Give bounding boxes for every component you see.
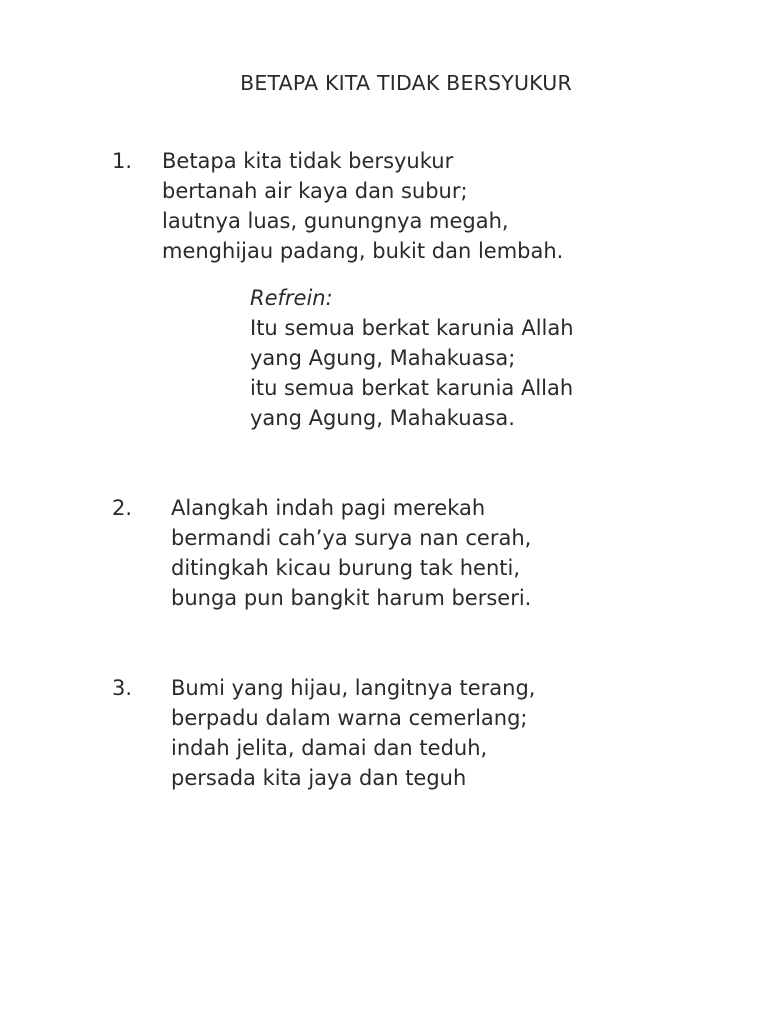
refrain-label: Refrein:: [250, 286, 333, 310]
verse-line: bunga pun bangkit harum berseri.: [171, 586, 532, 610]
verse-line: menghijau padang, bukit dan lembah.: [162, 239, 564, 263]
verse-line: indah jelita, damai dan teduh,: [171, 736, 488, 760]
verse-3: [171, 673, 535, 793]
verse-1-number: 1.: [112, 149, 133, 173]
verse-line: Alangkah indah pagi merekah: [171, 496, 486, 520]
verse-2: [171, 493, 531, 613]
song-title: BETAPA KITA TIDAK BERSYUKUR: [240, 71, 572, 95]
refrain-line: itu semua berkat karunia Allah: [250, 376, 574, 400]
verse-1: [162, 146, 563, 266]
refrain-line: Itu semua berkat karunia Allah: [250, 316, 574, 340]
verse-2-number: 2.: [112, 496, 133, 520]
verse-line: Bumi yang hijau, langitnya terang,: [171, 676, 536, 700]
verse-line: lautnya luas, gunungnya megah,: [162, 209, 509, 233]
refrain-line: yang Agung, Mahakuasa;: [250, 346, 516, 370]
verse-line: ditingkah kicau burung tak henti,: [171, 556, 521, 580]
refrain: [250, 283, 574, 433]
verse-line: berpadu dalam warna cemerlang;: [171, 706, 528, 730]
verse-line: bertanah air kaya dan subur;: [162, 179, 468, 203]
verse-3-number: 3.: [112, 676, 133, 700]
verse-line: persada kita jaya dan teguh: [171, 766, 467, 790]
refrain-line: yang Agung, Mahakuasa.: [250, 406, 515, 430]
verse-line: Betapa kita tidak bersyukur: [162, 149, 454, 173]
verse-line: bermandi cah’ya surya nan cerah,: [171, 526, 532, 550]
